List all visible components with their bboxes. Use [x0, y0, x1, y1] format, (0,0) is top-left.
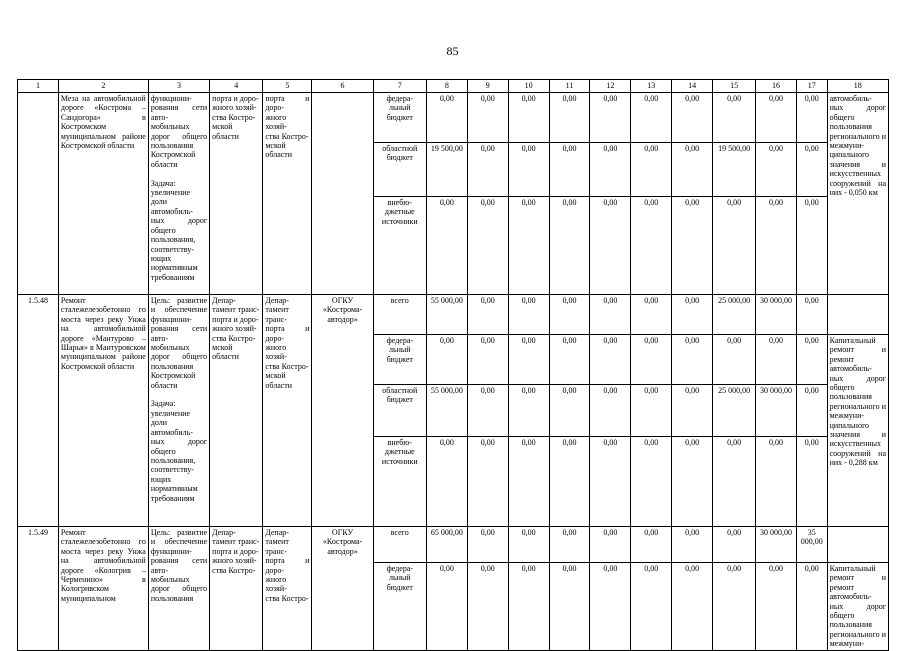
- amount-cell: 0,00: [631, 93, 672, 143]
- amount-cell: 0,00: [508, 527, 549, 563]
- measure-name: Ремонт сталежелезобетонно го моста через реку Унжа на автомобильной дороге «Кологрив – Черменино» в Кологривском муниципальном: [58, 527, 148, 651]
- funding-source: всего: [373, 295, 426, 335]
- program-table: [17, 79, 889, 651]
- amount-cell: 0,00: [590, 527, 631, 563]
- col-header: 10: [508, 80, 549, 93]
- amount-cell: 0,00: [426, 93, 467, 143]
- amount-cell: 0,00: [508, 385, 549, 437]
- amount-cell: 30 000,00: [756, 385, 797, 437]
- col-header: 13: [631, 80, 672, 93]
- col-header: 17: [796, 80, 827, 93]
- measure-name: Ремонт сталежелезобетонно го моста через реку Унжа на автомобильной дороге «Мантурово – Шарья» в Мантуровском муниципальном районе Костромской области: [58, 295, 148, 527]
- page-number: 85: [446, 44, 459, 58]
- funding-source: федера- льный бюджет: [373, 335, 426, 385]
- amount-cell: 0,00: [796, 563, 827, 651]
- co-executor: Депар- тамент транс- порта и доро- жного хозяй- ства Костро- мской области: [263, 295, 312, 527]
- col-header: 18: [827, 80, 888, 93]
- amount-cell: 0,00: [672, 93, 713, 143]
- amount-cell: 0,00: [549, 385, 590, 437]
- col-header: 6: [312, 80, 373, 93]
- amount-cell: 0,00: [467, 93, 508, 143]
- amount-cell: 0,00: [756, 197, 797, 295]
- amount-cell: 0,00: [590, 335, 631, 385]
- amount-cell: 0,00: [590, 437, 631, 527]
- col-header: 9: [467, 80, 508, 93]
- amount-cell: 0,00: [590, 93, 631, 143]
- empty-result-cell: [827, 295, 888, 335]
- amount-cell: 0,00: [467, 335, 508, 385]
- amount-cell: 0,00: [713, 93, 756, 143]
- amount-cell: 0,00: [631, 527, 672, 563]
- funding-source: всего: [373, 527, 426, 563]
- table-row: [18, 93, 889, 143]
- col-header: 16: [756, 80, 797, 93]
- amount-cell: 0,00: [426, 563, 467, 651]
- amount-cell: 0,00: [672, 143, 713, 197]
- responsible-executor: порта и доро- жного хозяй- ства Костро- мской области: [210, 93, 263, 295]
- amount-cell: 0,00: [631, 563, 672, 651]
- amount-cell: 0,00: [549, 527, 590, 563]
- amount-cell: 0,00: [549, 295, 590, 335]
- amount-cell: 0,00: [467, 527, 508, 563]
- amount-cell: 0,00: [713, 437, 756, 527]
- amount-cell: 0,00: [467, 143, 508, 197]
- amount-cell: 0,00: [756, 563, 797, 651]
- amount-cell: 0,00: [796, 197, 827, 295]
- funding-source: внебю- джетные источники: [373, 437, 426, 527]
- expected-result: Капитальный ремонт и ремонт автомобиль- ных дорог общего пользования регионального и межмуни-: [827, 563, 888, 651]
- header-row: [18, 80, 889, 93]
- amount-cell: 0,00: [713, 335, 756, 385]
- amount-cell: 30 000,00: [756, 527, 797, 563]
- amount-cell: 0,00: [713, 563, 756, 651]
- col-header: 7: [373, 80, 426, 93]
- amount-cell: 0,00: [467, 197, 508, 295]
- amount-cell: 0,00: [713, 197, 756, 295]
- amount-cell: 0,00: [756, 143, 797, 197]
- amount-cell: 0,00: [467, 563, 508, 651]
- amount-cell: 0,00: [426, 437, 467, 527]
- measure-number: 1.5.48: [18, 295, 59, 527]
- amount-cell: 0,00: [508, 335, 549, 385]
- measure-number: [18, 93, 59, 295]
- amount-cell: 0,00: [756, 437, 797, 527]
- co-executor: порта и доро- жного хозяй- ства Костро- мской области: [263, 93, 312, 295]
- amount-cell: 0,00: [590, 295, 631, 335]
- col-header: 12: [590, 80, 631, 93]
- amount-cell: 0,00: [508, 295, 549, 335]
- funding-source: областной бюджет: [373, 385, 426, 437]
- funding-source: областной бюджет: [373, 143, 426, 197]
- amount-cell: 0,00: [590, 143, 631, 197]
- amount-cell: 0,00: [796, 143, 827, 197]
- amount-cell: 0,00: [672, 335, 713, 385]
- amount-cell: 65 000,00: [426, 527, 467, 563]
- amount-cell: 0,00: [426, 197, 467, 295]
- amount-cell: 0,00: [549, 93, 590, 143]
- expected-result: автомобиль- ных дорог общего пользования регионального и межмуни- ципального значения и искусственных сооружений на них - 0,050 км: [827, 93, 888, 295]
- amount-cell: 0,00: [467, 437, 508, 527]
- amount-cell: 0,00: [796, 295, 827, 335]
- empty-result-cell: [827, 527, 888, 563]
- table-row: [18, 295, 889, 335]
- amount-cell: 0,00: [672, 385, 713, 437]
- amount-cell: 0,00: [549, 335, 590, 385]
- amount-cell: 0,00: [796, 93, 827, 143]
- amount-cell: 0,00: [631, 197, 672, 295]
- amount-cell: 0,00: [631, 143, 672, 197]
- col-header: 3: [148, 80, 209, 93]
- amount-cell: 0,00: [713, 527, 756, 563]
- funding-source: внебю- джетные источники: [373, 197, 426, 295]
- col-header: 8: [426, 80, 467, 93]
- customer: ОГКУ «Кострома- автодор»: [312, 527, 373, 651]
- amount-cell: 0,00: [672, 295, 713, 335]
- amount-cell: 0,00: [590, 385, 631, 437]
- amount-cell: 30 000,00: [756, 295, 797, 335]
- amount-cell: 35 000,00: [796, 527, 827, 563]
- customer: ОГКУ «Кострома- автодор»: [312, 295, 373, 527]
- amount-cell: 0,00: [426, 335, 467, 385]
- amount-cell: 25 000,00: [713, 385, 756, 437]
- expected-result: Капитальный ремонт и ремонт автомобиль- ных дорог общего пользования регионального и межмуни- ципального значения и искусственных сооружений на них - 0,288 км: [827, 335, 888, 527]
- co-executor: Депар- тамент транс- порта и доро- жного хозяй- ства Костро-: [263, 527, 312, 651]
- amount-cell: 0,00: [508, 437, 549, 527]
- amount-cell: 0,00: [467, 295, 508, 335]
- customer: [312, 93, 373, 295]
- col-header: 1: [18, 80, 59, 93]
- goal-task: функциони- рования сети авто- мобильных дорог общего пользования Костромской области Задача: увеличение доли автомобиль- ных дорог общего пользования, соответству- ющих нормативным требованиям: [148, 93, 209, 295]
- responsible-executor: Депар- тамент транс- порта и доро- жного хозяй- ства Костро- мской области: [210, 295, 263, 527]
- amount-cell: 0,00: [590, 563, 631, 651]
- amount-cell: 0,00: [549, 437, 590, 527]
- amount-cell: 19 500,00: [426, 143, 467, 197]
- responsible-executor: Депар- тамент транс- порта и доро- жного хозяй- ства Костро-: [210, 527, 263, 651]
- amount-cell: 0,00: [672, 197, 713, 295]
- amount-cell: 0,00: [549, 197, 590, 295]
- amount-cell: 0,00: [672, 437, 713, 527]
- funding-source: федера- льный бюджет: [373, 563, 426, 651]
- amount-cell: 0,00: [631, 437, 672, 527]
- measure-name: Меза на автомобильной дороге «Кострома – Сандогора» в Костромском муниципальном районе Костромской области: [58, 93, 148, 295]
- amount-cell: 0,00: [756, 93, 797, 143]
- amount-cell: 0,00: [508, 93, 549, 143]
- amount-cell: 55 000,00: [426, 385, 467, 437]
- amount-cell: 0,00: [796, 385, 827, 437]
- amount-cell: 19 500,00: [713, 143, 756, 197]
- amount-cell: 55 000,00: [426, 295, 467, 335]
- amount-cell: 25 000,00: [713, 295, 756, 335]
- amount-cell: 0,00: [467, 385, 508, 437]
- amount-cell: 0,00: [631, 385, 672, 437]
- amount-cell: 0,00: [672, 563, 713, 651]
- amount-cell: 0,00: [756, 335, 797, 385]
- col-header: 5: [263, 80, 312, 93]
- amount-cell: 0,00: [508, 143, 549, 197]
- goal-task: Цель: развитие и обеспечение функциони- рования сети авто- мобильных дорог общего пользования: [148, 527, 209, 651]
- col-header: 14: [672, 80, 713, 93]
- amount-cell: 0,00: [508, 197, 549, 295]
- amount-cell: 0,00: [549, 143, 590, 197]
- col-header: 4: [210, 80, 263, 93]
- measure-number: 1.5.49: [18, 527, 59, 651]
- col-header: 2: [58, 80, 148, 93]
- amount-cell: 0,00: [631, 295, 672, 335]
- goal-task: Цель: развитие и обеспечение функциони- рования сети авто- мобильных дорог общего пользования Костромской области Задача: увеличение доли автомобиль- ных дорог общего пользования, соответству- ющих нормативным требованиям: [148, 295, 209, 527]
- col-header: 11: [549, 80, 590, 93]
- funding-source: федера- льный бюджет: [373, 93, 426, 143]
- amount-cell: 0,00: [590, 197, 631, 295]
- amount-cell: 0,00: [549, 563, 590, 651]
- amount-cell: 0,00: [631, 335, 672, 385]
- amount-cell: 0,00: [796, 437, 827, 527]
- col-header: 15: [713, 80, 756, 93]
- amount-cell: 0,00: [796, 335, 827, 385]
- amount-cell: 0,00: [508, 563, 549, 651]
- amount-cell: 0,00: [672, 527, 713, 563]
- table-row: [18, 527, 889, 563]
